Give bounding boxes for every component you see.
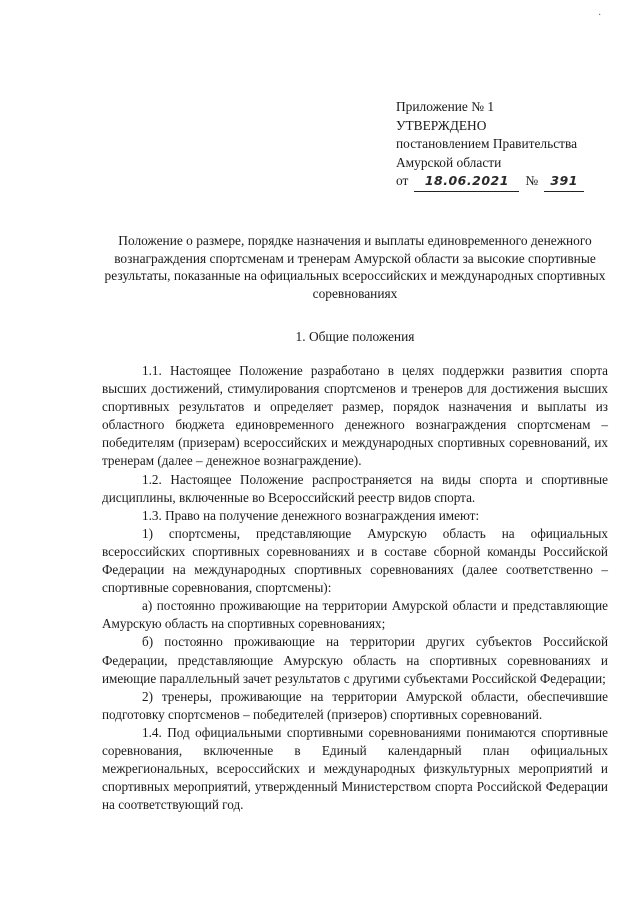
approval-block [396, 98, 621, 192]
paragraph-1-3-item-2: 2) тренеры, проживающие на территории Амурской области, обеспечившие подготовку спортсменов – победителей (призеров) спортивных соревнований. [102, 688, 608, 722]
paragraph-1-3-item-b: б) постоянно проживающие на территории других субъектов Российской Федерации, представляющие Амурскую область на спортивных соревнованиях и имеющие параллельный зачет результатов с другими субъектами Российской Федерации; [102, 634, 608, 686]
decree-date-number [396, 172, 621, 192]
handwritten-date: 18.06.2021 [414, 172, 519, 192]
document-body [102, 362, 608, 814]
paragraph-1-3-item-1: 1) спортсмены, представляющие Амурскую область на официальных всероссийских спортивных соревнованиях и в составе сборной команды Российской Федерации на международных спортивных соревнованиях (далее соответственно – спортивные соревнования, спортсмены): [102, 525, 608, 596]
paragraph-1-2: 1.2. Настоящее Положение распространяется на виды спорта и спортивные дисциплины, включенные во Всероссийский реестр видов спорта. [102, 471, 608, 505]
approved-label: УТВЕРЖДЕНО [396, 117, 487, 133]
paragraph-1-3: 1.3. Право на получение денежного вознаграждения имеют: [142, 507, 480, 523]
appendix-label: Приложение № 1 [396, 99, 495, 114]
number-label: № [525, 173, 539, 188]
paragraph-1-4: 1.4. Под официальными спортивными соревнованиями понимаются спортивные соревнования, включенные в Единый календарный план официальных межрегиональных, всероссийских и международных физкультурных мероприятий и спортивных мероприятий, утвержденный Министерством спорта Российской Федерации на соответствующий год. [102, 724, 608, 813]
approved-by-label: постановлением Правительства [396, 136, 578, 151]
scan-speck: · [598, 10, 602, 21]
from-label: от [396, 173, 409, 188]
paragraph-1-1: 1.1. Настоящее Положение разработано в целях поддержки развития спорта высших достижений, стимулирования спортсменов и тренеров для достижения высших спортивных результатов и определяет размер, порядок назначения и выплаты из областного бюджета единовременного денежного вознаграждения спортсменам – победителям (призерам) всероссийских и международных спортивных соревнований, их тренерам (далее – денежное вознаграждение). [102, 363, 608, 469]
paragraph-1-3-item-a: а) постоянно проживающие на территории Амурской области и представляющие Амурскую область на спортивных соревнованиях; [102, 598, 608, 632]
region-label: Амурской области [396, 154, 502, 170]
document-title: Положение о размере, порядке назначения и выплаты единовременного денежного вознаграждения спортсменам и тренерам Амурской области за высокие спортивные результаты, показанные на официальных всероссийских и международных спортивных соревнованиях [104, 233, 606, 301]
handwritten-number: 391 [544, 172, 584, 192]
section-heading: 1. Общие положения [295, 329, 415, 344]
